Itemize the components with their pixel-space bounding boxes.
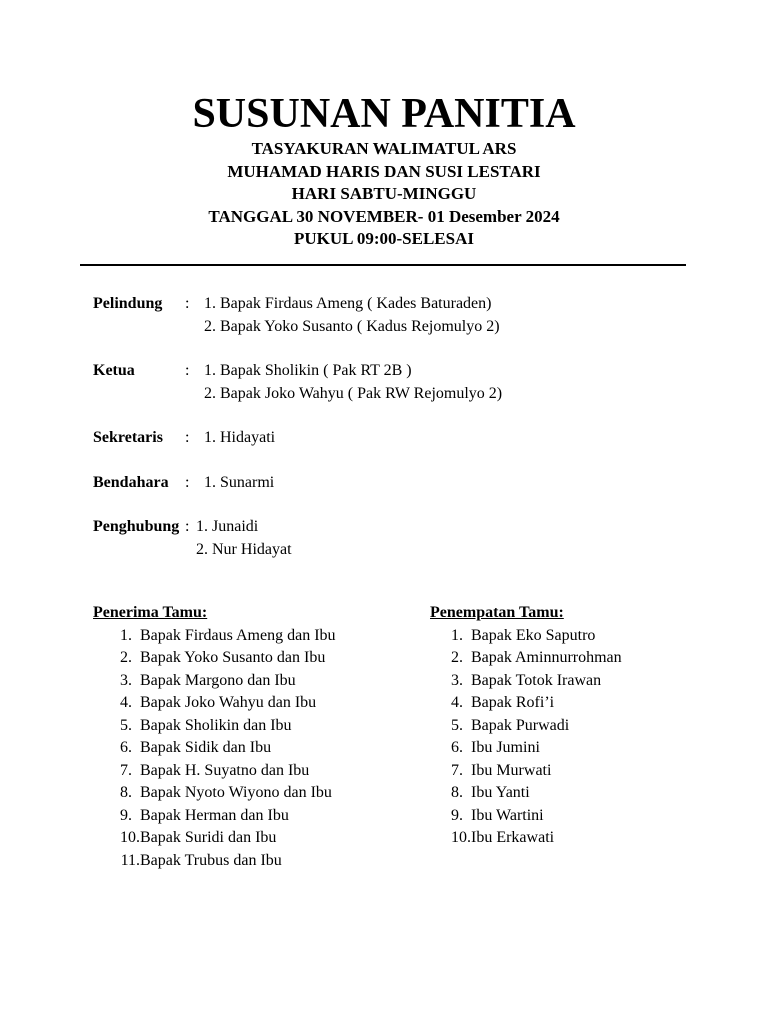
list-name: Bapak Firdaus Ameng dan Ibu: [140, 626, 336, 644]
list-number: 3.: [451, 671, 463, 689]
role-member: 2. Bapak Yoko Susanto ( Kadus Rejomulyo 2): [204, 317, 500, 335]
list-item: [430, 670, 750, 693]
role-member: 1. Bapak Sholikin ( Pak RT 2B ): [204, 362, 412, 379]
list-name: Ibu Yanti: [471, 784, 530, 801]
list-number: 4.: [451, 694, 463, 711]
list-number: 5.: [451, 716, 463, 734]
role-members: [204, 360, 502, 405]
list-number: 2.: [120, 649, 132, 666]
list-name: Bapak Purwadi: [471, 716, 570, 734]
role-member: 1. Sunarmi: [204, 473, 275, 491]
role-members: [204, 293, 500, 338]
list-item: [430, 715, 750, 738]
list-number: 5.: [120, 716, 132, 734]
list-item: [93, 625, 413, 648]
list-name: Ibu Jumini: [471, 739, 540, 756]
list-item: [93, 760, 413, 783]
list-number: 2.: [451, 649, 463, 666]
role-members: [204, 472, 274, 495]
role-member: 1. Junaidi: [196, 518, 259, 535]
list-item: [430, 805, 750, 828]
list-item: [93, 850, 413, 873]
list-name: Bapak Yoko Susanto dan Ibu: [140, 649, 326, 666]
list-number: 3.: [120, 671, 132, 689]
role-colon: :: [185, 429, 190, 446]
event-day: HARI SABTU-MINGGU: [291, 184, 477, 203]
list-name: Bapak Rofi’i: [471, 694, 555, 711]
penempatan-tamu-section: [430, 602, 750, 850]
list-number: 6.: [120, 739, 132, 756]
list-number: 6.: [451, 739, 463, 756]
list-item: [93, 647, 413, 670]
list-number: 10.: [451, 829, 471, 846]
list-number: 10.: [120, 829, 140, 846]
list-name: Ibu Wartini: [471, 806, 544, 824]
role-colon: :: [185, 362, 190, 379]
role-label: Penghubung: [93, 518, 180, 535]
list-item: [430, 625, 750, 648]
list-number: 8.: [451, 784, 463, 801]
list-name: Bapak Nyoto Wiyono dan Ibu: [140, 784, 332, 801]
list-number: 9.: [120, 806, 132, 824]
event-time: PUKUL 09:00-SELESAI: [294, 229, 474, 248]
list-name: Bapak Herman dan Ibu: [140, 806, 289, 824]
list-name: Bapak Totok Irawan: [471, 671, 602, 689]
couple-names: MUHAMAD HARIS DAN SUSI LESTARI: [227, 161, 541, 181]
list-name: Bapak Joko Wahyu dan Ibu: [140, 694, 317, 711]
list-number: 9.: [451, 806, 463, 824]
role-penghubung: [93, 516, 693, 561]
list-item: [93, 692, 413, 715]
list-number: 11.: [120, 851, 140, 869]
role-label: Sekretaris: [93, 429, 163, 446]
list-name: Bapak Suridi dan Ibu: [140, 829, 277, 846]
list-name: Bapak Eko Saputro: [471, 626, 596, 644]
list-item: [93, 827, 413, 850]
role-members: [196, 516, 292, 561]
list-item: [430, 647, 750, 670]
role-members: [204, 427, 275, 450]
list-item: [430, 827, 750, 850]
role-member: 1. Hidayati: [204, 429, 276, 446]
list-name: Bapak Aminnurrohman: [471, 649, 622, 666]
list-number: 7.: [451, 761, 463, 779]
role-member: 2. Bapak Joko Wahyu ( Pak RW Rejomulyo 2): [204, 384, 503, 402]
role-colon: :: [185, 295, 190, 312]
role-colon: :: [185, 518, 190, 535]
penerima-tamu-section: [93, 602, 413, 872]
list-number: 4.: [120, 694, 132, 711]
penerima-tamu-list: [93, 625, 413, 873]
list-name: Bapak Trubus dan Ibu: [140, 851, 282, 869]
list-number: 8.: [120, 784, 132, 801]
penempatan-tamu-list: [430, 625, 750, 850]
role-member: 1. Bapak Firdaus Ameng ( Kades Baturaden): [204, 295, 492, 312]
list-item: [93, 715, 413, 738]
role-bendahara: [93, 472, 693, 495]
list-item: [430, 737, 750, 760]
penerima-tamu-heading: Penerima Tamu:: [93, 604, 208, 621]
role-label: Bendahara: [93, 473, 169, 491]
role-ketua: [93, 360, 693, 405]
list-item: [93, 782, 413, 805]
role-label: Pelindung: [93, 295, 163, 312]
list-number: 1.: [120, 626, 132, 644]
role-sekretaris: [93, 427, 693, 450]
list-name: Ibu Murwati: [471, 761, 552, 779]
list-item: [430, 692, 750, 715]
header-divider: [80, 264, 686, 266]
document-title: SUSUNAN PANITIA: [192, 91, 576, 137]
list-item: [430, 760, 750, 783]
committee-roles: [93, 293, 693, 583]
event-date: TANGGAL 30 NOVEMBER- 01 Desember 2024: [208, 206, 560, 226]
role-label: Ketua: [93, 362, 135, 379]
list-item: [93, 670, 413, 693]
penempatan-tamu-heading: Penempatan Tamu:: [430, 604, 564, 621]
list-number: 7.: [120, 761, 132, 779]
list-name: Bapak Sidik dan Ibu: [140, 739, 272, 756]
event-name: TASYAKURAN WALIMATUL ARS: [251, 139, 517, 158]
role-pelindung: [93, 293, 693, 338]
list-number: 1.: [451, 626, 463, 644]
list-name: Bapak Margono dan Ibu: [140, 671, 296, 689]
list-item: [93, 737, 413, 760]
event-header: [0, 138, 768, 251]
list-name: Bapak H. Suyatno dan Ibu: [140, 761, 310, 779]
role-member: 2. Nur Hidayat: [196, 540, 292, 558]
list-name: Ibu Erkawati: [471, 829, 555, 846]
list-item: [430, 782, 750, 805]
list-name: Bapak Sholikin dan Ibu: [140, 716, 292, 734]
list-item: [93, 805, 413, 828]
role-colon: :: [185, 473, 190, 491]
